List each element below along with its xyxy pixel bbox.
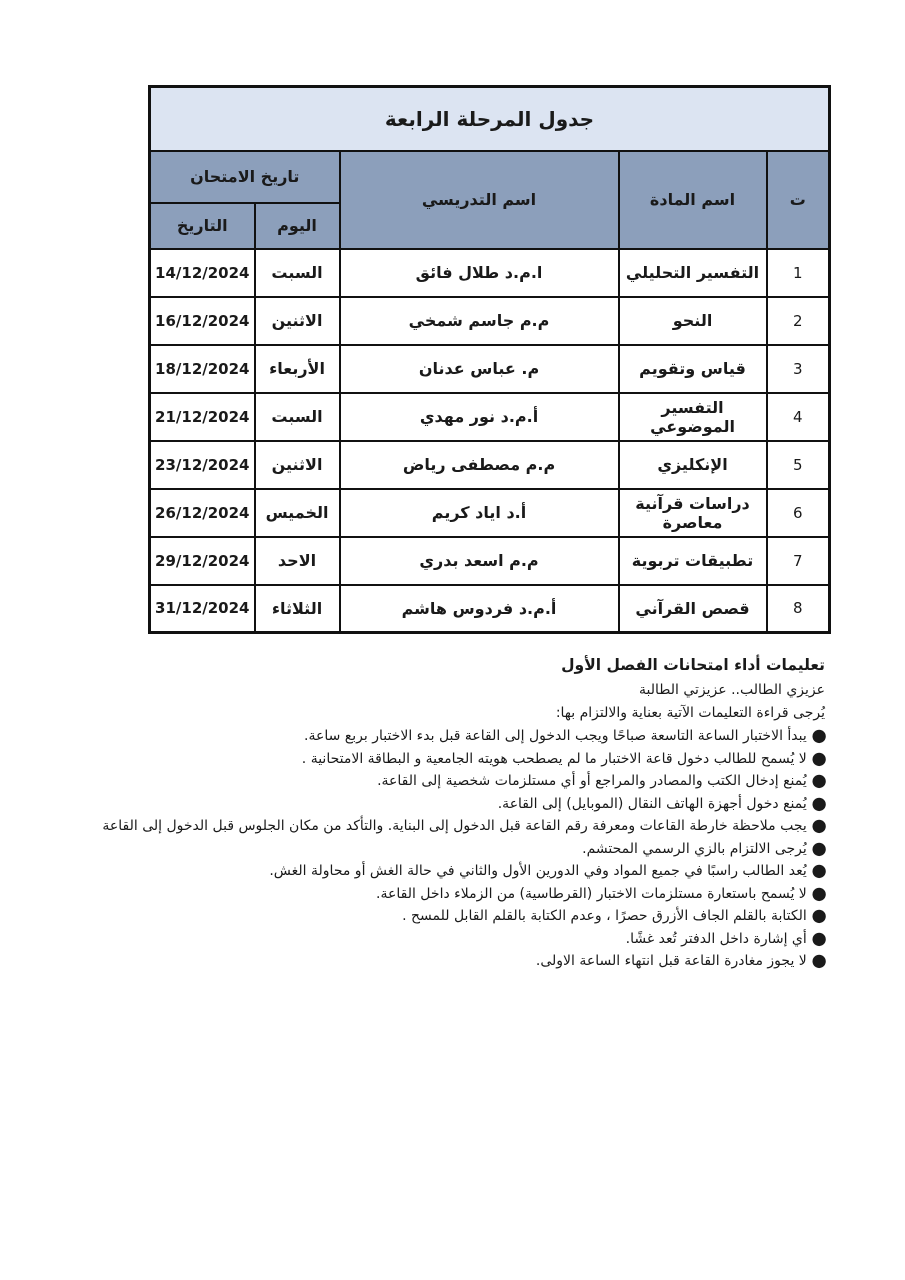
date-cell: 26/12/2024 — [150, 489, 255, 537]
exam-schedule-table — [148, 85, 831, 634]
instruction-text: لا يجوز مغادرة القاعة قبل انتهاء الساعة الاولى. — [535, 953, 807, 969]
table-row — [150, 489, 830, 537]
instruction-item — [80, 815, 825, 838]
instruction-item — [80, 748, 825, 771]
instruction-item — [80, 725, 825, 748]
instruction-text: يُرجى الالتزام بالزي الرسمي المحتشم. — [582, 840, 807, 857]
instruction-text: لا يُسمح للطالب دخول قاعة الاختبار ما لم يصطحب هويته الجامعية و البطاقة الامتحانية . — [301, 750, 807, 767]
instruction-item — [80, 928, 825, 951]
date-cell: 29/12/2024 — [150, 537, 255, 585]
day-cell: الأربعاء — [255, 345, 340, 393]
instruction-item — [80, 950, 825, 973]
row-number: 7 — [767, 537, 830, 585]
subject-cell: النحو — [619, 297, 767, 345]
day-cell: الثلاثاء — [255, 585, 340, 633]
instruction-text: الكتابة بالقلم الجاف الأزرق حصرًا ، وعدم الكتابة بالقلم القابل للمسح . — [402, 908, 807, 924]
instructor-cell: م.م جاسم شمخي — [340, 297, 619, 345]
instructor-cell: ا.م.د طلال فائق — [340, 249, 619, 297]
subject-cell: الإنكليزي — [619, 441, 767, 489]
day-cell: الاثنين — [255, 297, 340, 345]
day-cell: الخميس — [255, 489, 340, 537]
subject-cell: قصص القرآني — [619, 585, 767, 633]
bullet-icon: ● — [811, 770, 827, 791]
instructor-cell: م.م مصطفى رياض — [340, 441, 619, 489]
header-day: اليوم — [255, 203, 340, 249]
instruction-text: يجب ملاحظة خارطة القاعات ومعرفة رقم القاعة قبل الدخول إلى البناية. والتأكد من مكان الجلوس قبل الدخول إلى القاعة — [102, 818, 807, 834]
table-row — [150, 393, 830, 441]
instructor-cell: أ.م.د فردوس هاشم — [340, 585, 619, 633]
subject-cell: دراسات قرآنية معاصرة — [619, 489, 767, 537]
instruction-text: يبدأ الاختبار الساعة التاسعة صباحًا ويجب الدخول إلى القاعة قبل بدء الاختبار بربع ساعة. — [304, 728, 807, 744]
header-exam-date-group: تاريخ الامتحان — [150, 151, 340, 203]
instruction-text: يُعد الطالب راسبًا في جميع المواد وفي الدورين الأول والثاني في حالة الغش أو محاولة الغش. — [269, 863, 807, 879]
bullet-icon: ● — [811, 748, 827, 769]
table-header-row — [150, 151, 830, 203]
row-number: 6 — [767, 489, 830, 537]
day-cell: الاحد — [255, 537, 340, 585]
instructor-cell: أ.د اياد كريم — [340, 489, 619, 537]
table-row — [150, 441, 830, 489]
header-date: التاريخ — [150, 203, 255, 249]
date-cell: 16/12/2024 — [150, 297, 255, 345]
header-subject: اسم المادة — [619, 151, 767, 249]
day-cell: السبت — [255, 393, 340, 441]
instruction-item — [80, 883, 825, 906]
bullet-icon: ● — [811, 725, 827, 746]
instruction-item — [80, 860, 825, 883]
date-cell: 14/12/2024 — [150, 249, 255, 297]
instruction-text: أي إشارة داخل الدفتر تُعد غشًا. — [625, 930, 807, 947]
day-cell: الاثنين — [255, 441, 340, 489]
instructor-cell: أ.م.د نور مهدي — [340, 393, 619, 441]
bullet-icon: ● — [811, 793, 827, 814]
instructor-cell: م. عباس عدنان — [340, 345, 619, 393]
instruction-item — [80, 905, 825, 928]
row-number: 4 — [767, 393, 830, 441]
table-row — [150, 345, 830, 393]
day-cell: السبت — [255, 249, 340, 297]
greeting-line: عزيزي الطالب.. عزيزتي الطالبة — [639, 682, 825, 698]
instruction-item — [80, 838, 825, 861]
table-row — [150, 297, 830, 345]
subject-cell: التفسير التحليلي — [619, 249, 767, 297]
subject-cell: قياس وتقويم — [619, 345, 767, 393]
header-instructor: اسم التدريسي — [340, 151, 619, 249]
table-row — [150, 249, 830, 297]
bullet-icon: ● — [811, 815, 827, 836]
instruction-item — [80, 793, 825, 816]
intro-line: يُرجى قراءة التعليمات الآتية بعناية والالتزام بها: — [555, 705, 825, 721]
instruction-text: لا يُسمح باستعارة مستلزمات الاختبار (القرطاسية) من الزملاء داخل القاعة. — [376, 885, 807, 902]
date-cell: 31/12/2024 — [150, 585, 255, 633]
table-title-row — [150, 87, 830, 151]
bullet-icon: ● — [811, 860, 827, 881]
bullet-icon: ● — [811, 838, 827, 859]
table-title: جدول المرحلة الرابعة — [150, 87, 830, 151]
row-number: 1 — [767, 249, 830, 297]
instruction-text: يُمنع إدخال الكتب والمصادر والمراجع أو أي مستلزمات شخصية إلى القاعة. — [377, 773, 807, 789]
instructions-section — [80, 654, 825, 973]
date-cell: 23/12/2024 — [150, 441, 255, 489]
table-row — [150, 537, 830, 585]
subject-cell: التفسير الموضوعي — [619, 393, 767, 441]
subject-cell: تطبيقات تربوية — [619, 537, 767, 585]
row-number: 5 — [767, 441, 830, 489]
bullet-icon: ● — [811, 905, 827, 926]
row-number: 8 — [767, 585, 830, 633]
date-cell: 21/12/2024 — [150, 393, 255, 441]
row-number: 2 — [767, 297, 830, 345]
table-row — [150, 585, 830, 633]
bullet-icon: ● — [811, 928, 827, 949]
instructions-heading: تعليمات أداء امتحانات الفصل الأول — [561, 656, 825, 674]
instruction-item — [80, 770, 825, 793]
bullet-icon: ● — [811, 950, 827, 971]
instructor-cell: م.م اسعد بدري — [340, 537, 619, 585]
instruction-text: يُمنع دخول أجهزة الهاتف النقال (الموبايل) إلى القاعة. — [497, 795, 807, 812]
date-cell: 18/12/2024 — [150, 345, 255, 393]
bullet-icon: ● — [811, 883, 827, 904]
header-num: ت — [767, 151, 830, 249]
row-number: 3 — [767, 345, 830, 393]
